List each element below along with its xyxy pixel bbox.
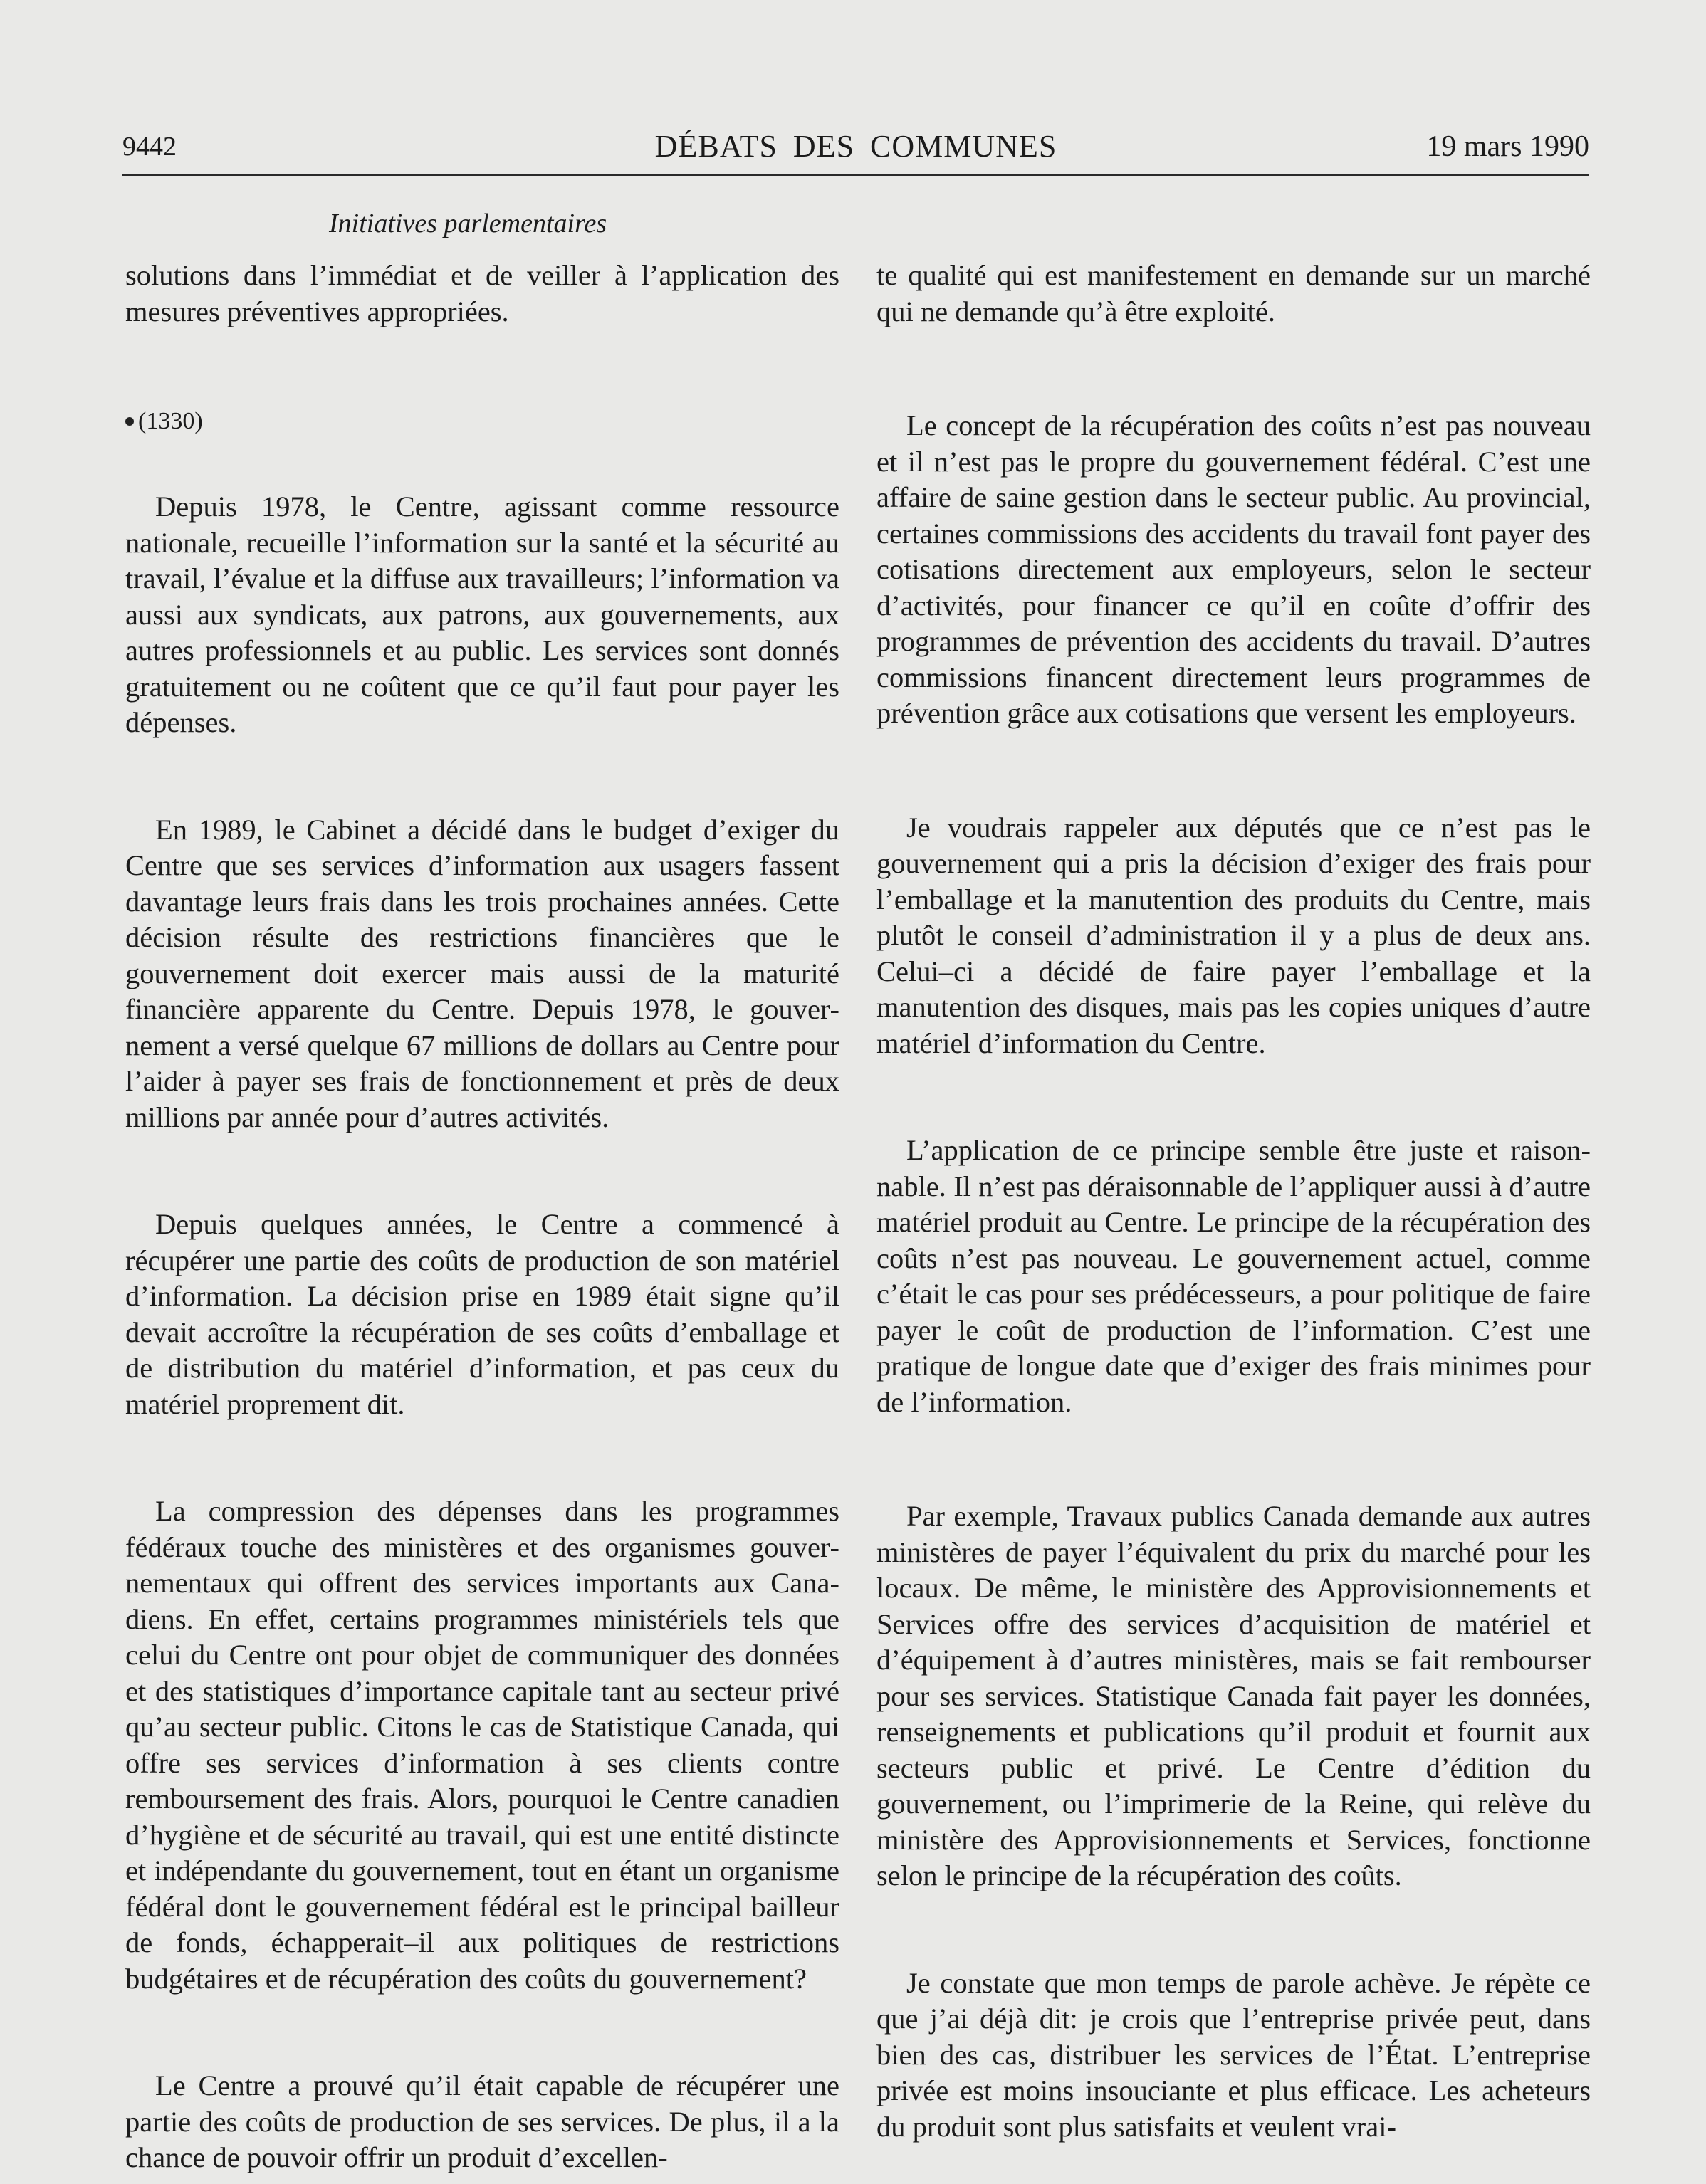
left-column — [125, 258, 839, 2176]
spacer — [876, 1420, 1591, 1498]
right-column — [876, 258, 1591, 2145]
paragraph: L’application de ce principe semble être juste et raisonnable. Il n’est pas déraisonnable de l’appliquer aussi à d’autre matériel produit au Centre. Le principe de la récupération des coûts n’est pas nouveau. Le gouvernement actuel, comme c’était le cas pour ses prédécesseurs, a pour politique de faire payer le coût de production de l’information. C’est une pratique de longue date que d’exiger des frais minimes pour de l’information. — [876, 1134, 1591, 1418]
page-number: 9442 — [122, 132, 177, 162]
spacer — [125, 439, 839, 489]
time-marker-label: (1330) — [138, 408, 203, 434]
publication-date: 19 mars 1990 — [1426, 130, 1589, 163]
paragraph: te qualité qui est manifestement en demande sur un marché qui ne demande qu’à être exploité. — [876, 259, 1591, 327]
spacer — [125, 1422, 839, 1493]
spacer — [125, 1135, 839, 1207]
spacer — [125, 1997, 839, 2068]
spacer — [876, 330, 1591, 408]
spacer — [125, 330, 839, 404]
spacer — [876, 1061, 1591, 1133]
paragraph: En 1989, le Cabinet a décidé dans le budget d’exiger du Centre que ses services d’information aux usagers fassent davantage leurs frais dans les trois prochaines années. Cette décision résulte des restrictions financières que le gouvernement doit exercer mais aussi de la maturité financière apparente du Centre. Depuis 1978, le gouvernement a versé quelque 67 millions de dollars au Centre pour l’aider à payer ses frais de fonctionnement et près de deux millions par année pour d’autres activités. — [125, 813, 839, 1133]
bullet-icon — [125, 417, 134, 426]
paragraph: Le concept de la récupération des coûts n’est pas nouveau et il n’est pas le propre du gouvernement fédéral. C’est une affaire de saine gestion dans le secteur public. Au provincial, certaines commissions des accidents du travail font payer des cotisations directement aux employeurs, selon le secteur d’activités, pour financer ce qu’il en coûte d’offrir des programmes de prévention des accidents du travail. D’autres commissions financent directement leurs programmes de prévention grâce aux cotisations que versent les employeurs. — [876, 409, 1591, 729]
paragraph: Depuis quelques années, le Centre a commencé à récupérer une partie des coûts de production de son matériel d’information. La décision prise en 1989 était signe qu’il devait accroître la récupération de ses coûts d’emballage et de distribution du matériel d’information, et pas ceux du matériel proprement dit. — [125, 1208, 839, 1420]
publication-title: DÉBATS DES COMMUNES — [654, 129, 1057, 164]
paragraph: La compression des dépenses dans les programmes fédéraux touche des ministères et des organismes gouvernementaux qui offrent des services importants aux Canadiens. En effet, certains programmes ministériels tels que celui du Centre ont pour objet de communiquer des données et des statistiques d’importance capitale tant au secteur privé qu’au secteur public. Citons le cas de Statistique Canada, qui offre ses services d’information à ses clients contre remboursement des frais. Alors, pourquoi le Centre canadien d’hygiène et de sécurité au travail, qui est une entité distincte et indépendante du gouvernement, tout en étant un organisme fédéral dont le gouvernement fédéral est le principal bailleur de fonds, échapperait–il aux politiques de restrictions budgétaires et de récupération des coûts du gouvernement? — [125, 1495, 839, 1995]
time-marker — [125, 404, 839, 439]
page-header — [122, 127, 1589, 176]
paragraph: Par exemple, Travaux publics Canada demande aux autres ministères de payer l’équivalent du prix du marché pour les locaux. De même, le ministère des Approvisionnements et Services offre des services d’acquisition de matériel et d’équipement à d’autres ministères, mais se fait rembourser pour ses services. Statistique Canada fait payer les données, renseignements et publications qu’il produit et fournit aux secteurs public et privé. Le Centre d’édition du gouvernement, ou l’imprimerie de la Reine, qui relève du ministère des Approvisionnements et Services, fonctionne selon le principe de la récupération des coûts. — [876, 1500, 1591, 1891]
spacer — [125, 741, 839, 812]
paragraph: solutions dans l’immédiat et de veiller à l’application des mesures préventives appropriées. — [125, 259, 839, 327]
spacer — [876, 1894, 1591, 1965]
paragraph: Je constate que mon temps de parole achève. Je répète ce que j’ai déjà dit: je crois que l’entreprise privée peut, dans bien des cas, distribuer les services de l’État. L’entreprise privée est moins insouciante et plus efficace. Les acheteurs du produit sont plus satisfaits et veulent vrai- — [876, 1966, 1591, 2143]
paragraph: Depuis 1978, le Centre, agissant comme ressource nationale, recueille l’information sur la santé et la sécurité au travail, l’évalue et la diffuse aux travailleurs; l’information va aussi aux syndicats, aux patrons, aux gouvernements, aux autres professionnels et au public. Les services sont donnés gratuitement ou ne coûtent que ce qu’il faut pour payer les dépenses. — [125, 490, 839, 738]
spacer — [876, 732, 1591, 810]
paragraph: Je voudrais rappeler aux députés que ce n’est pas le gouvernement qui a pris la décision d’exiger des frais pour l’emballage et la manutention des produits du Centre, mais plutôt le conseil d’administration il y a plus de deux ans. Celui–ci a décidé de faire payer l’emballage et la manutention des disques, mais pas les copies uniques d’autre matériel d’information du Centre. — [876, 811, 1591, 1059]
section-title: Initiatives parlementaires — [329, 209, 607, 238]
paragraph: Le Centre a prouvé qu’il était capable de récupérer une partie des coûts de production de ses services. De plus, il a la chance de pouvoir offrir un produit d’excellen- — [125, 2069, 839, 2173]
